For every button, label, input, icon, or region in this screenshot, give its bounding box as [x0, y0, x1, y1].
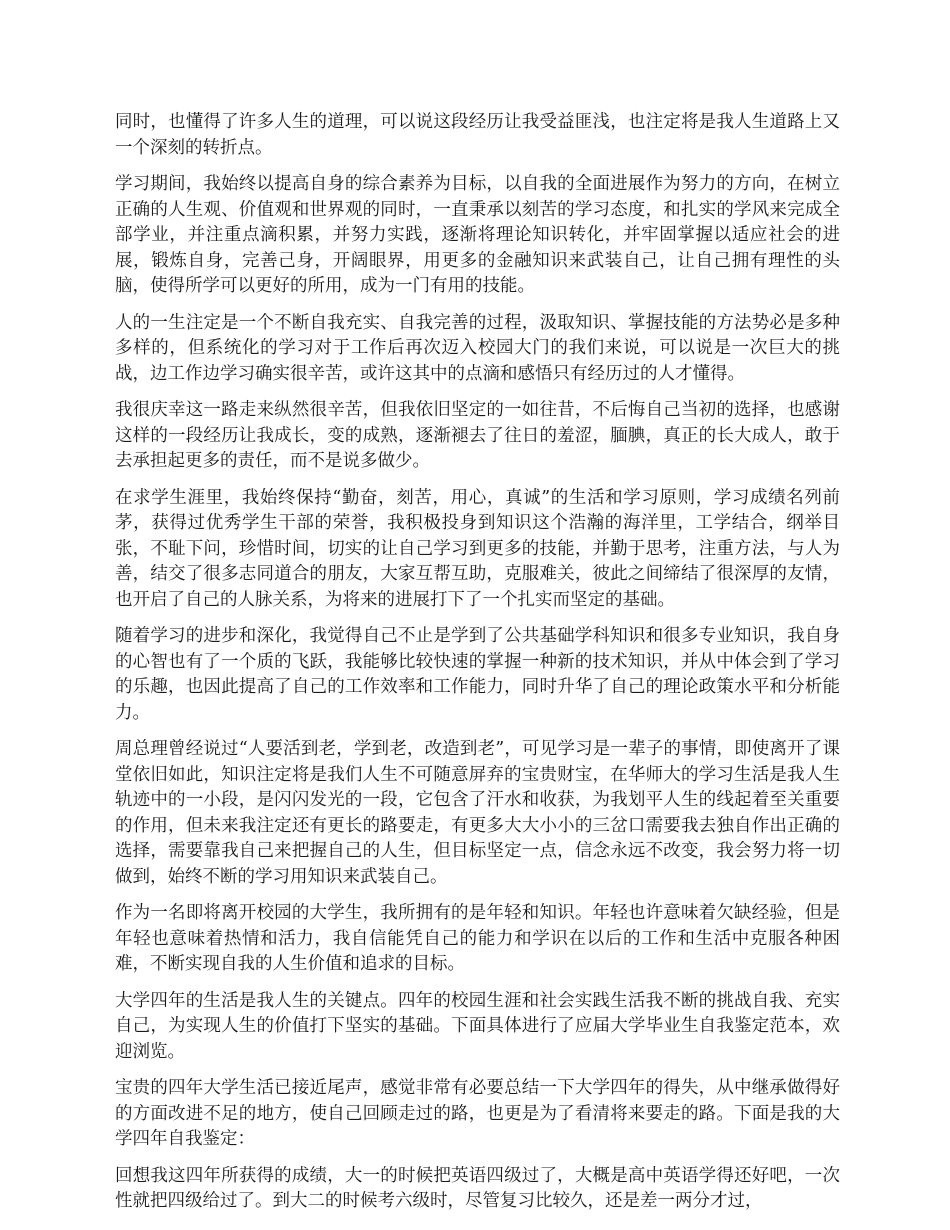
paragraph: 在求学生涯里，我始终保持“勤奋，刻苦，用心，真诚”的生活和学习原则，学习成绩名列前茅，获得过优秀学生干部的荣誉，我积极投身到知识这个浩瀚的海洋里，工学结合，纲举目张，不耻下问，珍惜时间，切实的让自己学习到更多的技能，并勤于思考，注重方法，与人为善，结交了很多志同道合的朋友，大家互帮互助，克服难关，彼此之间缔结了很深厚的友情，也开启了自己的人脉关系，为将来的进展打下了一个扎实而坚定的基础。: [115, 487, 840, 610]
paragraph: 人的一生注定是一个不断自我充实、自我完善的过程，汲取知识、掌握技能的方法势必是多种多样的，但系统化的学习对于工作后再次迈入校园大门的我们来说，可以说是一次巨大的挑战，边工作边学习确实很辛苦，或许这其中的点滴和感悟只有经历过的人才懂得。: [115, 312, 840, 384]
paragraph: 同时，也懂得了许多人生的道理，可以说这段经历让我受益匪浅，也注定将是我人生道路上又一个深刻的转折点。: [115, 112, 840, 158]
paragraph: 大学四年的生活是我人生的关键点。四年的校园生涯和社会实践生活我不断的挑战自我、充实自己，为实现人生的价值打下坚实的基础。下面具体进行了应届大学毕业生自我鉴定范本，欢迎浏览。: [115, 990, 840, 1062]
paragraph: 学习期间，我始终以提高自身的综合素养为目标，以自我的全面进展作为努力的方向，在树立正确的人生观、价值观和世界观的同时，一直秉承以刻苦的学习态度，和扎实的学风来完成全部学业，并注重点滴积累，并努力实践，逐渐将理论知识转化，并牢固掌握以适应社会的进展，锻炼自身，完善己身，开阔眼界，用更多的金融知识来武装自己，让自己拥有理性的头脑，使得所学可以更好的所用，成为一门有用的技能。: [115, 174, 840, 296]
paragraph: 我很庆幸这一路走来纵然很辛苦，但我依旧坚定的一如往昔，不后悔自己当初的选择，也感谢这样的一段经历让我成长，变的成熟，逐渐褪去了往日的羞涩，腼腆，真正的长大成人，敢于去承担起更多的责任，而不是说多做少。: [115, 400, 840, 471]
paragraph: 回想我这四年所获得的成绩，大一的时候把英语四级过了，大概是高中英语学得还好吧，一次性就把四级给过了。到大二的时候考六级时，尽管复习比较久，还是差一两分才过，: [115, 1165, 840, 1211]
paragraph: 随着学习的进步和深化，我觉得自己不止是学到了公共基础学科知识和很多专业知识，我自身的心智也有了一个质的飞跃，我能够比较快速的掌握一种新的技术知识，并从中体会到了学习的乐趣，也因此提高了自己的工作效率和工作能力，同时升华了自己的理论政策水平和分析能力。: [115, 626, 840, 723]
paragraph: 周总理曾经说过“人要活到老，学到老，改造到老”，可见学习是一辈子的事情，即使离开了课堂依旧如此，知识注定将是我们人生不可随意屏弃的宝贵财宝，在华师大的学习生活是我人生轨迹中的一小段，是闪闪发光的一段，它包含了汗水和收获，为我划平人生的线起着至关重要的作用，但未来我注定还有更长的路要走，有更多大大小小的三岔口需要我去独自作出正确的选择，需要靠我自己来把握自己的人生，但目标坚定一点，信念永远不改变，我会努力将一切做到，始终不断的学习用知识来武装自己。: [115, 739, 840, 887]
paragraph: 宝贵的四年大学生活已接近尾声，感觉非常有必要总结一下大学四年的得失，从中继承做得好的方面改进不足的地方，使自己回顾走过的路，也更是为了看清将来要走的路。下面是我的大学四年自我鉴定：: [115, 1078, 840, 1149]
paragraph: 作为一名即将离开校园的大学生，我所拥有的是年轻和知识。年轻也许意味着欠缺经验，但是年轻也意味着热情和活力，我自信能凭自己的能力和学识在以后的工作和生活中克服各种困难，不断实现自我的人生价值和追求的目标。: [115, 903, 840, 974]
document-body: [115, 110, 840, 1226]
